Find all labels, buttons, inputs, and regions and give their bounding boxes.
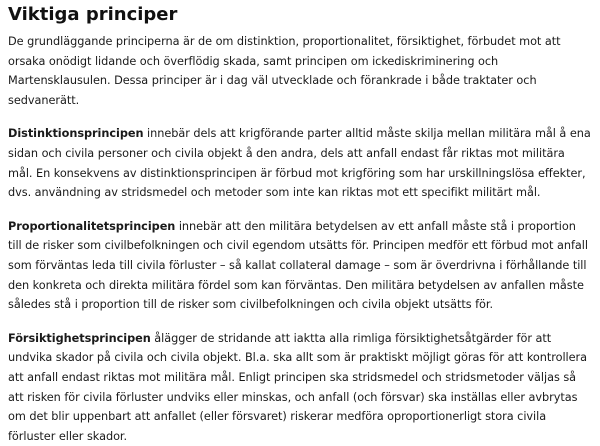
intro-paragraph: De grundläggande principerna är de om distinktion, proportionalitet, försiktighet, förbudet mot att orsaka onödigt lidande och överflödig skada, samt principen om ickediskriminering och Martensklausulen. Dessa principer är i dag väl utvecklade och förankrade i både traktater och sedvanerätt. <box>8 35 561 107</box>
page-title: Viktiga principer <box>8 4 178 25</box>
distinction-paragraph <box>8 124 592 202</box>
proportionality-text: innebär att den militära betydelsen av ett anfall måste stå i proportion till de risker som civilbefolkningen och civil egendom utsätts för. Principen medför ett förbud mot anfall som förväntas leda till civila förluster – så kallat collateral damage – som är överdrivna i förhållande till den konkreta och direkta militära fördel som kan förväntas. Den militära betydelsen av anfallen måste således stå i proportion till de risker som civilbefolkningen och civila objekt utsätts för. <box>8 219 588 312</box>
distinction-text: innebär dels att krigförande parter alltid måste skilja mellan militära mål å ena sidan och civila personer och civila objekt å den andra, dels att anfall endast får riktas mot militära mål. En konsekvens av distinktionsprincipen är förbud mot krigföring som har urskillningslösa effekter, dvs. användning av stridsmedel och metoder som inte kan riktas mot ett specifikt militärt mål. <box>8 127 591 200</box>
proportionality-paragraph <box>8 217 592 315</box>
precaution-text: ålägger de stridande att iaktta alla rimliga försiktighetsåtgärder för att undvika skador på civila och civila objekt. Bl.a. ska allt som är praktiskt möjligt göras för att kontrollera att anfall endast riktas mot militära mål. Enligt principen ska stridsmedel och stridsmetoder väljas så att risken för civila förluster undviks eller minskas, och anfall (och försvar) ska inställas eller avbrytas om det blir uppenbart att anfallet (eller försvaret) riskerar medföra oproportionerligt stora civila förluster eller skador. <box>8 331 588 443</box>
precaution-paragraph <box>8 329 592 446</box>
distinction-term: Distinktionsprincipen <box>8 127 144 141</box>
proportionality-term: Proportionalitetsprincipen <box>8 219 176 233</box>
precaution-term: Försiktighetsprincipen <box>8 331 151 345</box>
